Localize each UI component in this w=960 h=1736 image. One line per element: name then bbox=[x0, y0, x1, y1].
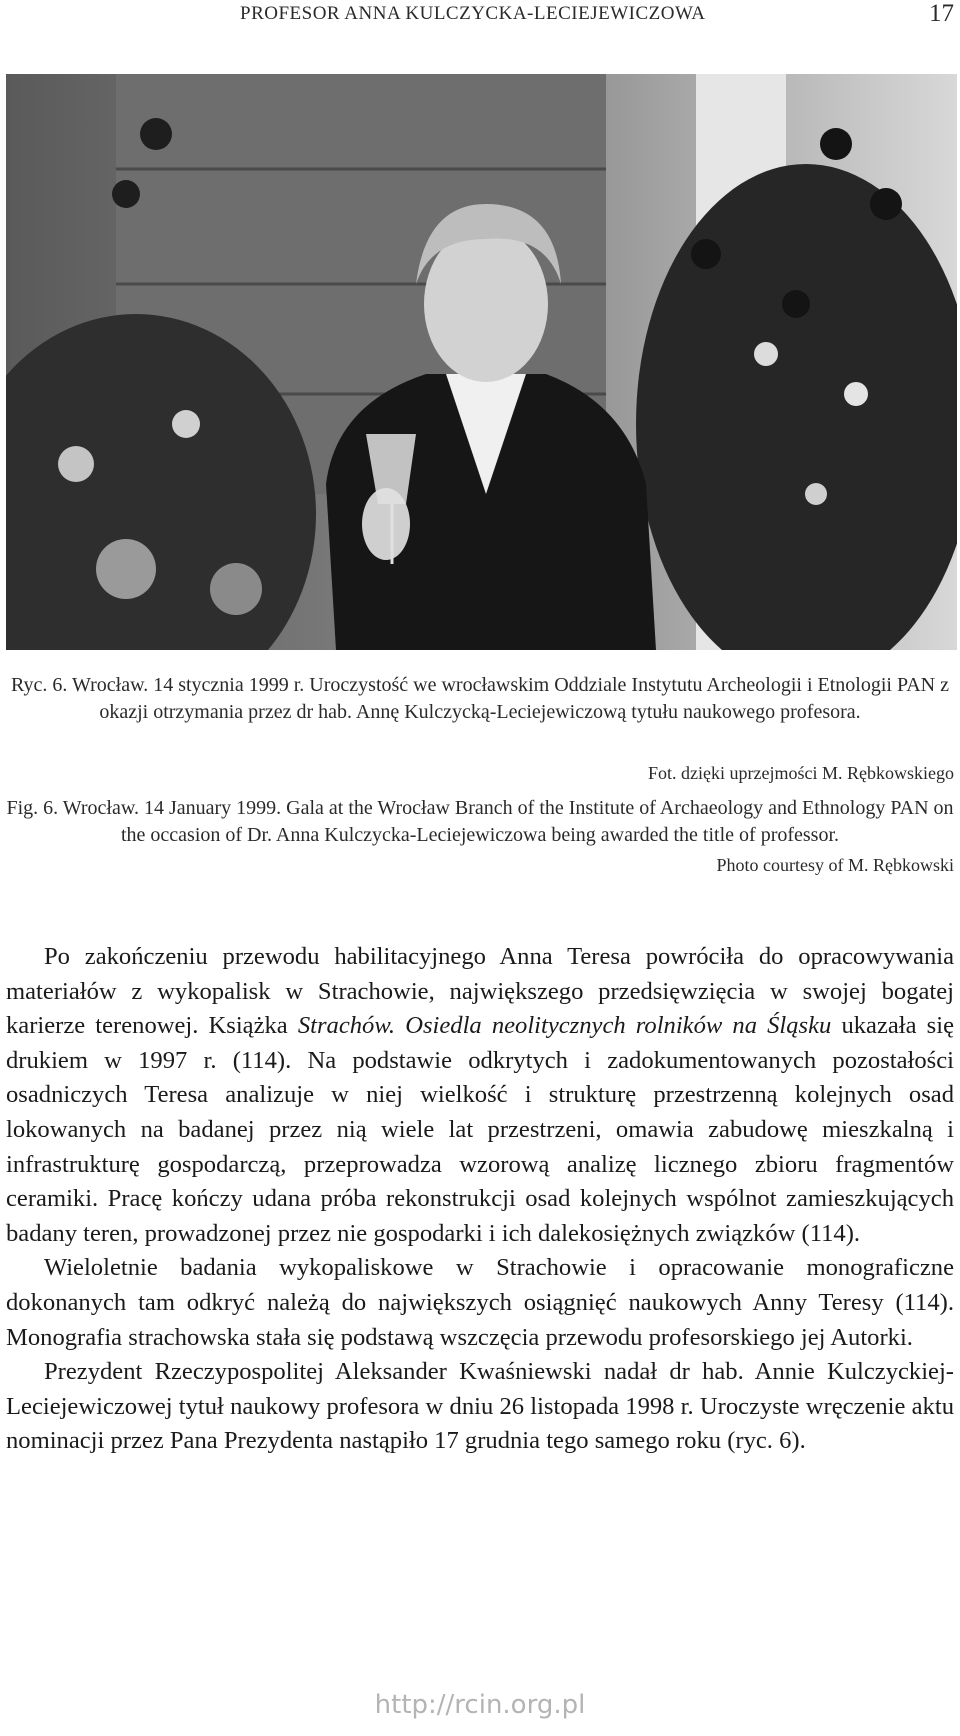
body-paragraph-3: Prezydent Rzeczypospolitej Aleksander Kwaśniewski nadał dr hab. Annie Kulczyckiej-Leciejewiczowej tytuł naukowy profesora w dniu 26 listopada 1998 r. Uroczyste wręczenie aktu nominacji przez Pana Prezydenta nastąpiło 17 grudnia tego samego roku (ryc. 6). bbox=[6, 1358, 954, 1455]
body-paragraph-1-part-a: Po zakończeniu przewodu habilitacyjnego Anna Teresa powróciła do opracowywania materiałów z wykopalisk w Strachowie, największego przedsięwzięcia w swojej bogatej karierze terenowej. Książka bbox=[6, 943, 954, 1040]
running-head bbox=[0, 0, 960, 30]
footer-url: http://rcin.org.pl bbox=[374, 1690, 586, 1720]
figure-credit-en: Photo courtesy of M. Rębkowski bbox=[716, 855, 954, 875]
figure-caption-pl: Ryc. 6. Wrocław. 14 stycznia 1999 r. Uroczystość we wrocławskim Oddziale Instytutu Archeologii i Etnologii PAN z okazji otrzymania przez dr hab. Annę Kulczycką-Leciejewiczową tytułu naukowego profesora. bbox=[10, 674, 950, 723]
page-number: 17 bbox=[929, 0, 954, 27]
book-title: Strachów. Osiedla neolitycznych rolników na Śląsku bbox=[297, 1012, 832, 1040]
body-paragraph-1 bbox=[6, 940, 954, 1251]
body-paragraph-1-part-b: ukazała się drukiem w 1997 r. (114). Na podstawie odkrytych i zadokumentowanych pozostałości osadniczych Teresa analizuje w niej wielkość i strukturę przestrzenną kolejnych osad lokowanych na badanej przez nią wiele lat przestrzeni, omawia zabudowę mieszkalną i infrastrukturę gospodarczą, przeprowadza wzorową analizę licznego zbioru fragmentów ceramiki. Pracę kończy udana próba rekonstrukcji osad kolejnych wspólnot zamieszkujących badany teren, prowadzonej przez nie gospodarki i ich dalekosiężnych związków (114). bbox=[6, 1012, 954, 1247]
figure-caption-en: Fig. 6. Wrocław. 14 January 1999. Gala at the Wrocław Branch of the Institute of Archaeology and Ethnology PAN on the occasion of Dr. Anna Kulczycka-Leciejewiczowa being awarded the title of professor. bbox=[6, 797, 954, 846]
body-paragraph-2: Wieloletnie badania wykopaliskowe w Strachowie i opracowanie monograficzne dokonanych tam odkryć należą do największych osiągnięć naukowych Anny Teresy (114). Monografia strachowska stała się podstawą wszczęcia przewodu profesorskiego jej Autorki. bbox=[6, 1254, 954, 1351]
body-text bbox=[6, 940, 954, 1459]
figure-photo bbox=[6, 74, 957, 650]
running-head-title: PROFESOR ANNA KULCZYCKA-LECIEJEWICZOWA bbox=[240, 3, 706, 24]
figure-credit-pl: Fot. dzięki uprzejmości M. Rębkowskiego bbox=[648, 763, 954, 783]
photo-person-face bbox=[424, 226, 548, 382]
